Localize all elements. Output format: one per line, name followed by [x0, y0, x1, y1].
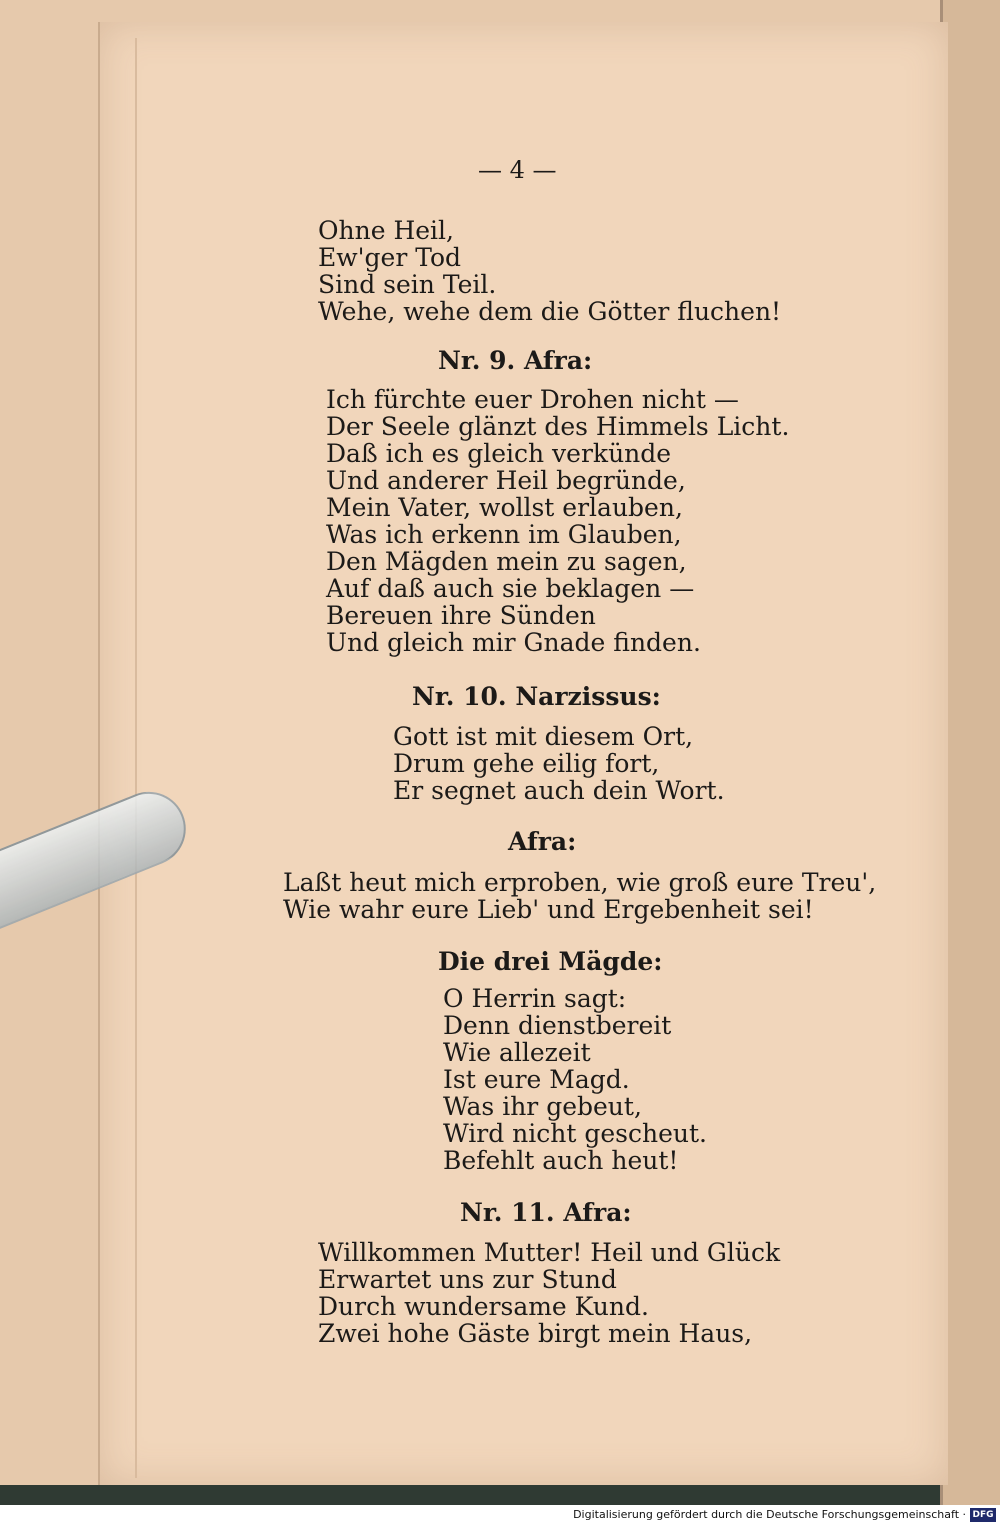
text-line: Ew'ger Tod: [318, 243, 462, 272]
text-line: Sind sein Teil.: [318, 270, 497, 299]
section-heading: Die drei Mägde:: [438, 947, 663, 976]
text-line: Ist eure Magd.: [443, 1065, 630, 1094]
text-line: Und anderer Heil begründe,: [326, 466, 686, 495]
text-line: Bereuen ihre Sünden: [326, 601, 596, 630]
text-line: Er segnet auch dein Wort.: [393, 776, 725, 805]
page-inner-edge: [135, 38, 137, 1478]
text-line: Und gleich mir Gnade finden.: [326, 628, 701, 657]
text-line: Wird nicht gescheut.: [443, 1119, 707, 1148]
facing-page-edge: [940, 0, 1000, 1505]
text-line: Der Seele glänzt des Himmels Licht.: [326, 412, 790, 441]
text-line: Den Mägden mein zu sagen,: [326, 547, 687, 576]
text-line: Gott ist mit diesem Ort,: [393, 722, 694, 751]
text-line: Was ich erkenn im Glauben,: [326, 520, 682, 549]
text-line: Denn dienstbereit: [443, 1011, 672, 1040]
footer-credit: Digitalisierung gefördert durch die Deutsche Forschungsgemeinschaft ·: [573, 1508, 966, 1521]
section-heading: Afra:: [508, 827, 577, 856]
text-line: O Herrin sagt:: [443, 984, 627, 1013]
text-line: Wehe, wehe dem die Götter fluchen!: [318, 297, 782, 326]
section-heading: Nr. 9. Afra:: [438, 346, 593, 375]
text-line: Willkommen Mutter! Heil und Glück: [318, 1238, 781, 1267]
section-heading: Nr. 11. Afra:: [460, 1198, 632, 1227]
section-heading: Nr. 10. Narzissus:: [412, 682, 661, 711]
text-line: Daß ich es gleich verkünde: [326, 439, 672, 468]
text-line: Auf daß auch sie beklagen —: [326, 574, 695, 603]
text-line: Mein Vater, wollst erlauben,: [326, 493, 683, 522]
text-line: Durch wundersame Kund.: [318, 1292, 649, 1321]
text-line: Was ihr gebeut,: [443, 1092, 642, 1121]
text-line: Wie wahr eure Lieb' und Ergebenheit sei!: [283, 895, 814, 924]
page-number: — 4 —: [478, 156, 557, 184]
text-line: Erwartet uns zur Stund: [318, 1265, 617, 1294]
text-line: Zwei hohe Gäste birgt mein Haus,: [318, 1319, 753, 1348]
text-line: Ohne Heil,: [318, 216, 454, 245]
text-line: Ich fürchte euer Drohen nicht —: [326, 385, 739, 414]
dfg-logo: DFG: [970, 1508, 996, 1522]
text-line: Drum gehe eilig fort,: [393, 749, 660, 778]
text-line: Laßt heut mich erproben, wie groß eure Treu',: [283, 868, 877, 897]
text-line: Befehlt auch heut!: [443, 1146, 679, 1175]
text-line: Wie allezeit: [443, 1038, 591, 1067]
